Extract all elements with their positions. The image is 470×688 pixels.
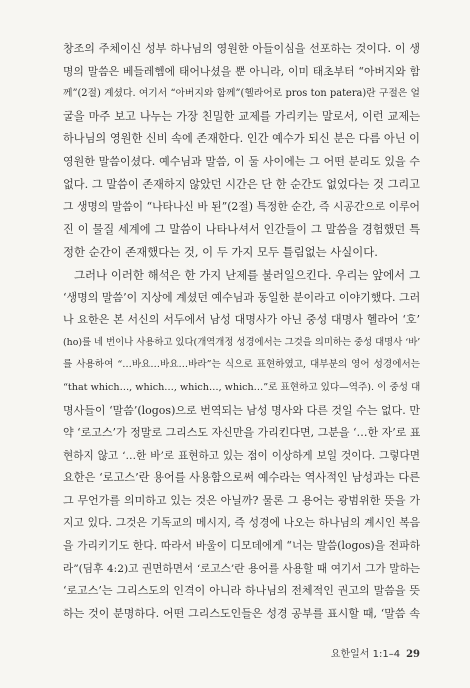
- text-line: 께”(2절) 계셨다. 여기서 “아버지와 함께”(헬라어로 pros ton patera)란 구절은 얼: [63, 88, 420, 100]
- running-title: 요한일서 1:1–4: [330, 649, 401, 660]
- paragraph-1: [63, 38, 420, 264]
- text-line: (ho)를 네 번이나 사용하고 있다(개역개정 성경에서는 그것을 의미하는 중성 대명사 ‘바’: [63, 336, 420, 348]
- body-text: [63, 38, 420, 625]
- text-line: 창조의 주체이신 성부 하나님의 영원한 아들이심을 선포하는 것이다. 이 생: [63, 42, 420, 55]
- text-line: 하나님의 영원한 신비 속에 존재한다. 인간 예수가 되신 분은 다름 아닌 이: [63, 132, 420, 146]
- text-line: 지고 있다. 그것은 기독교의 메시지, 즉 성경에 나오는 하나님의 계시인 복음: [63, 516, 420, 530]
- text-line: 없다. 그 말씀이 존재하지 않았던 시간은 단 한 순간도 없었다는 것 그리고: [63, 177, 420, 191]
- text-line: 굴을 마주 보고 나누는 가장 친밀한 교제를 가리키는 말로서, 이런 교제는: [63, 109, 420, 123]
- text-line: 그 생명의 말씀이 “나타나신 바 된”(2절) 특정한 순간, 즉 시공간으로 이루어: [63, 200, 420, 214]
- text-line: 영원한 말씀이셨다. 예수님과 말씀, 이 둘 사이에는 그 어떤 분리도 있을 수: [63, 154, 420, 168]
- text-line: 을 가리키기도 한다. 따라서 바울이 디모데에게 “너는 말씀(logos)을 전파하: [63, 539, 420, 553]
- page-number: 29: [406, 649, 420, 660]
- text-line: ‘생명의 말씀’이 지상에 계셨던 예수님과 동일한 분이라고 이야기했다. 그러: [63, 290, 420, 304]
- text-line: 하는 것이 분명하다. 어떤 그리스도인들은 성경 공부를 표시할 때, ‘말씀 속: [63, 606, 420, 620]
- text-line: 를 사용하여 “…바요…바요…바라”는 식으로 표현하였고, 대부분의 영어 성경에서는: [63, 359, 420, 371]
- text-line: 약 ‘로고스’가 정말로 그리스도 자신만을 가리킨다면, 그분을 ‘…한 자’로 표: [63, 426, 420, 440]
- text-line: 명의 말씀은 베들레헴에 태어나셨을 뿐 아니라, 이미 태초부터 “아버지와 함: [63, 64, 420, 78]
- text-line: 현하지 않고 ‘…한 바’로 표현하고 있는 점이 이상하게 보일 것이다. 그렇다면: [63, 449, 420, 462]
- text-line: 그러나 이러한 해석은 한 가지 난제를 불러일으킨다. 우리는 앞에서 그: [74, 267, 420, 282]
- text-line: ‘로고스’는 그리스도의 인격이 아니라 하나님의 전체적인 권고의 말씀을 뜻: [63, 584, 420, 598]
- text-line: 요한은 ‘로고스’란 용어를 사용함으로써 예수라는 역사적인 남성과는 다른: [63, 471, 420, 485]
- paragraph-2: [63, 264, 420, 626]
- text-line: 명사들이 ‘말씀’(logos)으로 번역되는 남성 명사와 다른 것일 수는 없다. 만: [63, 403, 420, 417]
- text-line: 그 무언가를 의미하고 있는 것은 아닐까? 물론 그 용어는 광범위한 뜻을 가: [63, 493, 420, 507]
- text-line: 정한 순간이 존재했다는 것, 이 두 가지 모두 틀림없는 사실이다.: [63, 245, 378, 260]
- text-line: 나 요한은 본 서신의 서두에서 남성 대명사가 아닌 중성 대명사 헬라어 ‘호’: [63, 313, 420, 327]
- page-footer: [331, 645, 420, 660]
- text-line: 진 이 물질 세계에 그 말씀이 나타나셔서 인간들이 그 말씀을 경험했던 특: [63, 222, 420, 236]
- text-line: “that which…, which…, which…, which…”로 표현하고 있다—역주). 이 중성 대: [63, 381, 420, 393]
- text-line: 라”(딤후 4:2)고 권면하면서 ‘로고스’란 용어를 사용할 때 여기서 그가 말하는: [63, 562, 420, 575]
